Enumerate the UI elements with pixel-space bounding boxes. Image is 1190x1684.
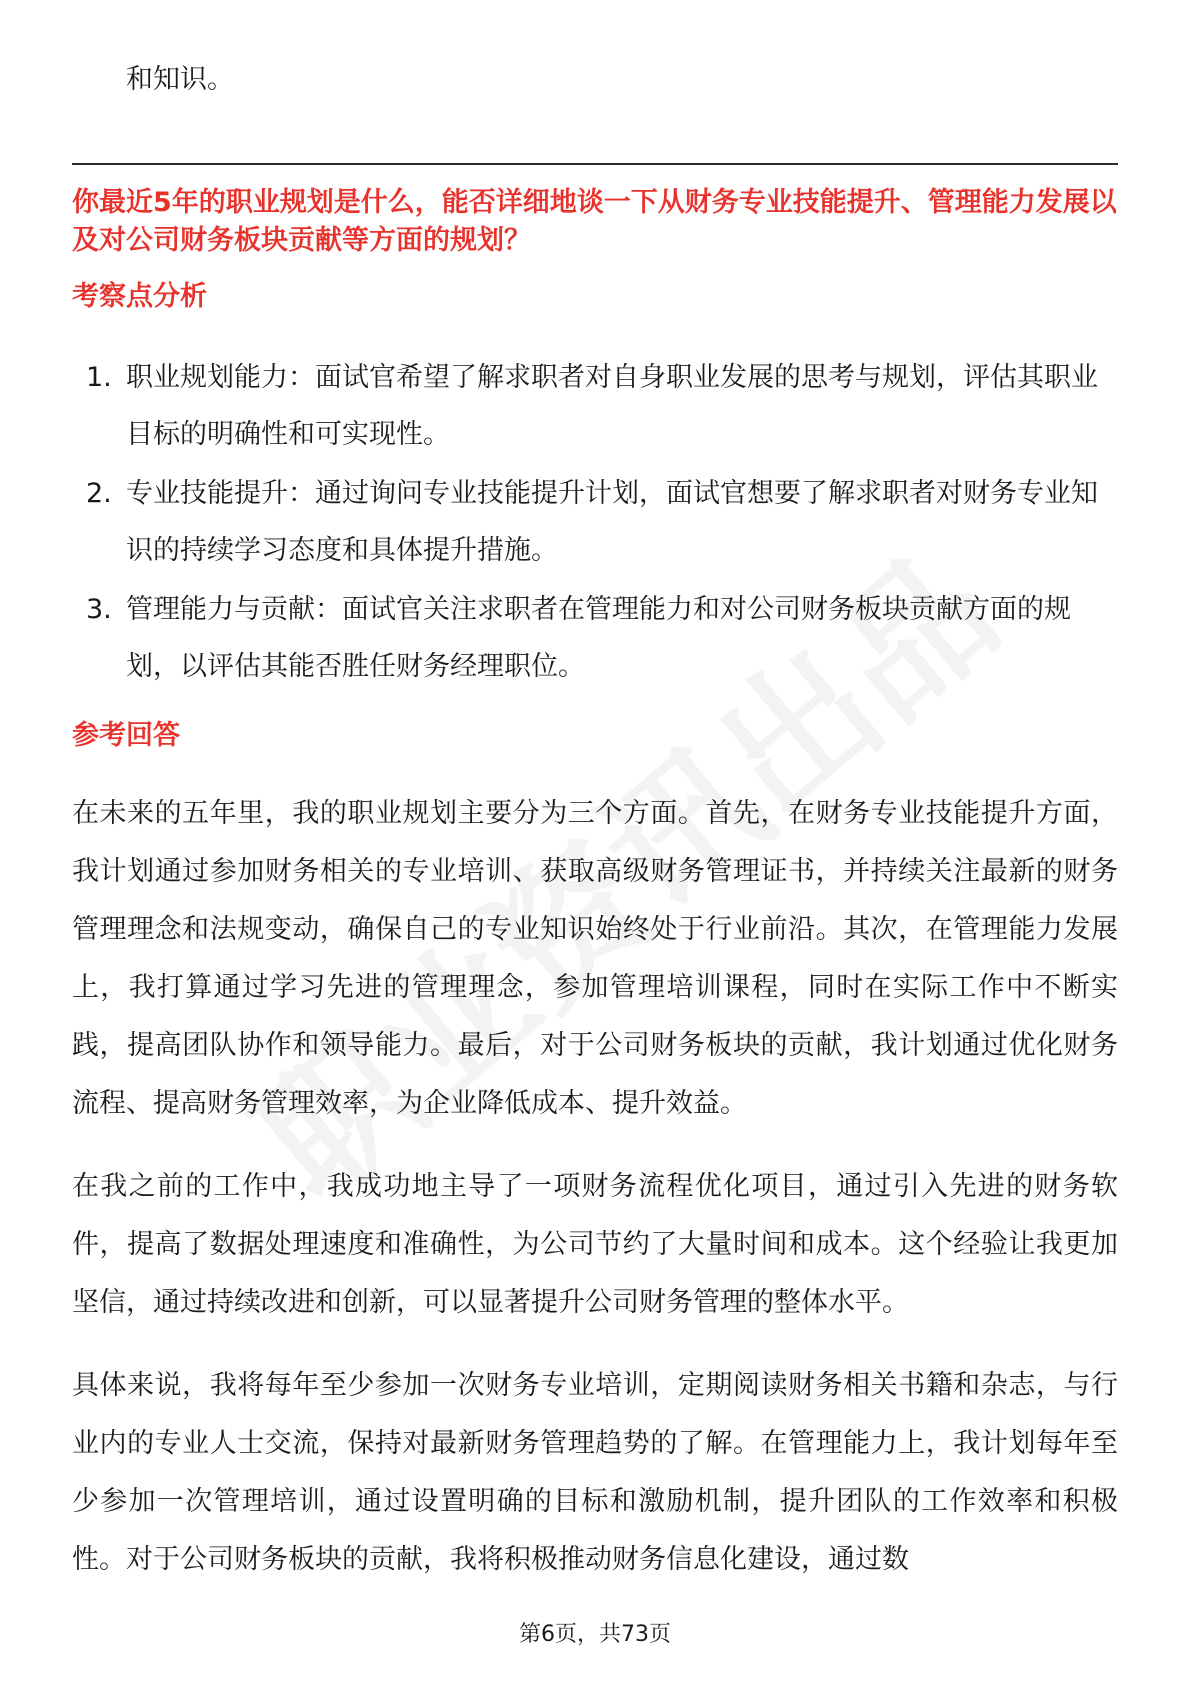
analysis-item: [72, 349, 1118, 463]
document-page: [72, 0, 1118, 1684]
page-footer: 第6页，共73页: [519, 1622, 671, 1647]
analysis-item: [72, 581, 1118, 695]
answer-paragraph: 在未来的五年里，我的职业规划主要分为三个方面。首先，在财务专业技能提升方面，我计划通过参加财务相关的专业培训、获取高级财务管理证书，并持续关注最新的财务管理理念和法规变动，确保自己的专业知识始终处于行业前沿。其次，在管理能力发展上，我打算通过学习先进的管理理念，参加管理培训课程，同时在实际工作中不断实践，提高团队协作和领导能力。最后，对于公司财务板块的贡献，我计划通过优化财务流程、提高财务管理效率，为企业降低成本、提升效益。: [72, 798, 1118, 1119]
section-divider: [72, 163, 1118, 165]
continuation-text: 和知识。: [126, 64, 234, 95]
item-text: 职业规划能力：面试官希望了解求职者对自身职业发展的思考与规划，评估其职业目标的明确性和可实现性。: [126, 362, 1098, 450]
answer-heading: 参考回答: [72, 720, 180, 751]
item-number: 3.: [86, 594, 112, 625]
analysis-item: [72, 465, 1118, 579]
analysis-heading: 考察点分析: [72, 281, 207, 312]
analysis-list: [72, 349, 1118, 697]
answer-paragraph: 在我之前的工作中，我成功地主导了一项财务流程优化项目，通过引入先进的财务软件，提高了数据处理速度和准确性，为公司节约了大量时间和成本。这个经验让我更加坚信，通过持续改进和创新，可以显著提升公司财务管理的整体水平。: [72, 1171, 1118, 1318]
item-text: 管理能力与贡献：面试官关注求职者在管理能力和对公司财务板块贡献方面的规划，以评估其能否胜任财务经理职位。: [126, 594, 1071, 682]
answer-paragraph: 具体来说，我将每年至少参加一次财务专业培训，定期阅读财务相关书籍和杂志，与行业内的专业人士交流，保持对最新财务管理趋势的了解。在管理能力上，我计划每年至少参加一次管理培训，通过设置明确的目标和激励机制，提升团队的工作效率和积极性。对于公司财务板块的贡献，我将积极推动财务信息化建设，通过数: [72, 1370, 1118, 1575]
item-number: 2.: [86, 478, 112, 509]
interview-question: 你最近5年的职业规划是什么，能否详细地谈一下从财务专业技能提升、管理能力发展以及对公司财务板块贡献等方面的规划？: [72, 187, 1117, 256]
item-text: 专业技能提升：通过询问专业技能提升计划，面试官想要了解求职者对财务专业知识的持续学习态度和具体提升措施。: [126, 478, 1098, 566]
answer-body: [72, 785, 1118, 1614]
item-number: 1.: [86, 362, 112, 393]
